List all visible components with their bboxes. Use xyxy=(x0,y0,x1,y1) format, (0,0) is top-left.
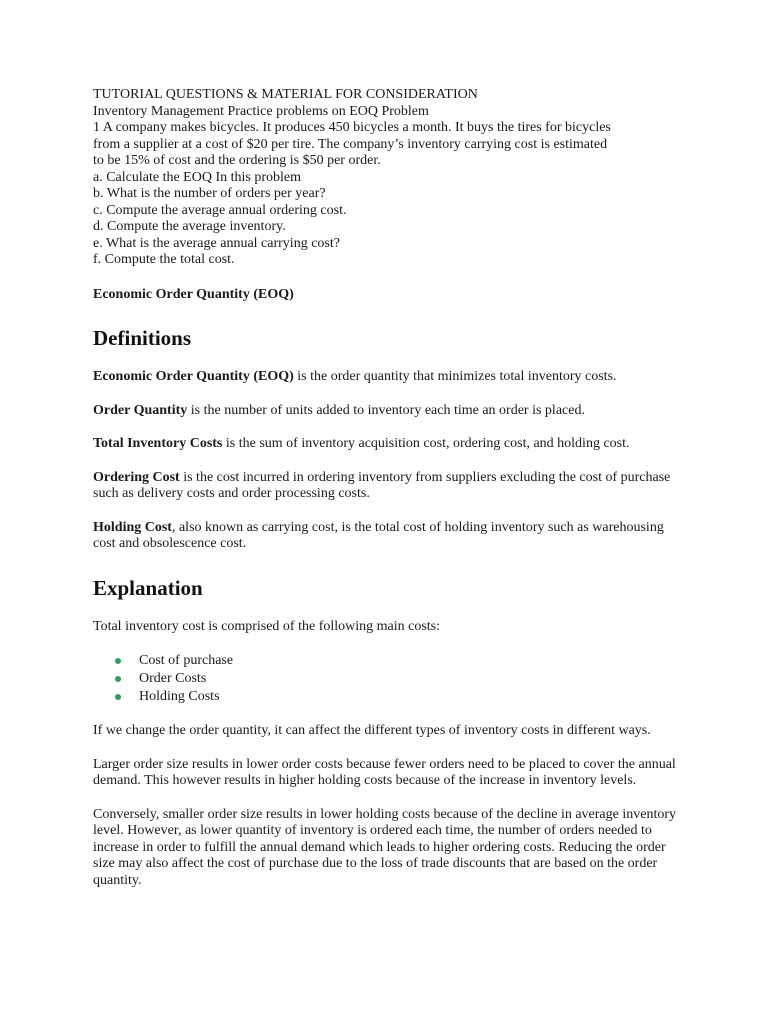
explanation-intro: Total inventory cost is comprised of the following main costs: xyxy=(93,618,441,634)
problem-line: 1 A company makes bicycles. It produces 450 bicycles a month. It buys the tires for bicycles xyxy=(93,120,611,135)
definition-text: is the sum of inventory acquisition cost, ordering cost, and holding cost. xyxy=(222,436,630,451)
definition-term: Total Inventory Costs xyxy=(93,436,223,451)
question-item: e. What is the average annual carrying cost? xyxy=(93,235,340,251)
definition-term: Ordering Cost xyxy=(93,469,180,485)
definition-item xyxy=(93,470,683,503)
definitions-heading: Definitions xyxy=(93,326,192,350)
list-item-label: Order Costs xyxy=(139,671,207,686)
definition-item xyxy=(93,369,683,386)
definition-text: is the order quantity that minimizes total inventory costs. xyxy=(293,369,617,384)
definition-item xyxy=(93,403,683,420)
question-item: c. Compute the average annual ordering cost. xyxy=(93,202,347,218)
definition-term: Economic Order Quantity (EOQ) xyxy=(93,369,294,384)
list-item xyxy=(113,652,683,670)
definition-item xyxy=(93,436,683,453)
eoq-heading: Economic Order Quantity (EOQ) xyxy=(93,286,294,302)
question-item: b. What is the number of orders per year? xyxy=(93,186,326,201)
explanation-paragraph: If we change the order quantity, it can affect the different types of inventory costs in different ways. xyxy=(93,723,651,738)
problem-line: to be 15% of cost and the ordering is $50 per order. xyxy=(93,153,381,168)
list-item-label: Cost of purchase xyxy=(139,653,234,668)
list-item xyxy=(113,670,683,688)
explanation-paragraph: Conversely, smaller order size results in lower holding costs because of the decline in average inventory level. However, as lower quantity of inventory is ordered each time, the number of orders needed to increase in order to fulfill the annual demand which leads to higher ordering costs. Reducing the order size may also affect the cost of purchase due to the loss of trade discounts that are based on the order quantity. xyxy=(93,806,677,888)
list-item-label: Holding Costs xyxy=(139,689,220,704)
definition-text: is the cost incurred in ordering inventory from suppliers excluding the cost of purchase such as delivery costs and order processing costs. xyxy=(93,469,671,501)
question-item: a. Calculate the EOQ In this problem xyxy=(93,169,301,185)
explanation-paragraph: Larger order size results in lower order costs because fewer orders need to be placed to cover the annual demand. This however results in higher holding costs because of the increase in inventory levels. xyxy=(93,756,676,788)
definition-term: Holding Cost xyxy=(93,519,172,535)
definition-text: is the number of units added to inventory each time an order is placed. xyxy=(187,402,585,418)
tutorial-subtitle: Inventory Management Practice problems on EOQ Problem xyxy=(93,103,429,119)
problem-line: from a supplier at a cost of $20 per tire. The company’s inventory carrying cost is estimated xyxy=(93,136,608,152)
bullet-icon xyxy=(115,658,121,664)
definition-term: Order Quantity xyxy=(93,402,188,418)
cost-list xyxy=(93,652,683,706)
bullet-icon xyxy=(115,694,121,700)
question-item: f. Compute the total cost. xyxy=(93,252,235,267)
definition-item xyxy=(93,520,683,553)
list-item xyxy=(113,688,683,706)
definition-text: , also known as carrying cost, is the total cost of holding inventory such as warehousing cost and obsolescence cost. xyxy=(93,519,664,551)
bullet-icon xyxy=(115,676,121,682)
question-item: d. Compute the average inventory. xyxy=(93,219,286,234)
explanation-heading: Explanation xyxy=(93,575,203,600)
document-page xyxy=(93,87,683,906)
tutorial-title: TUTORIAL QUESTIONS & MATERIAL FOR CONSIDERATION xyxy=(93,87,478,102)
